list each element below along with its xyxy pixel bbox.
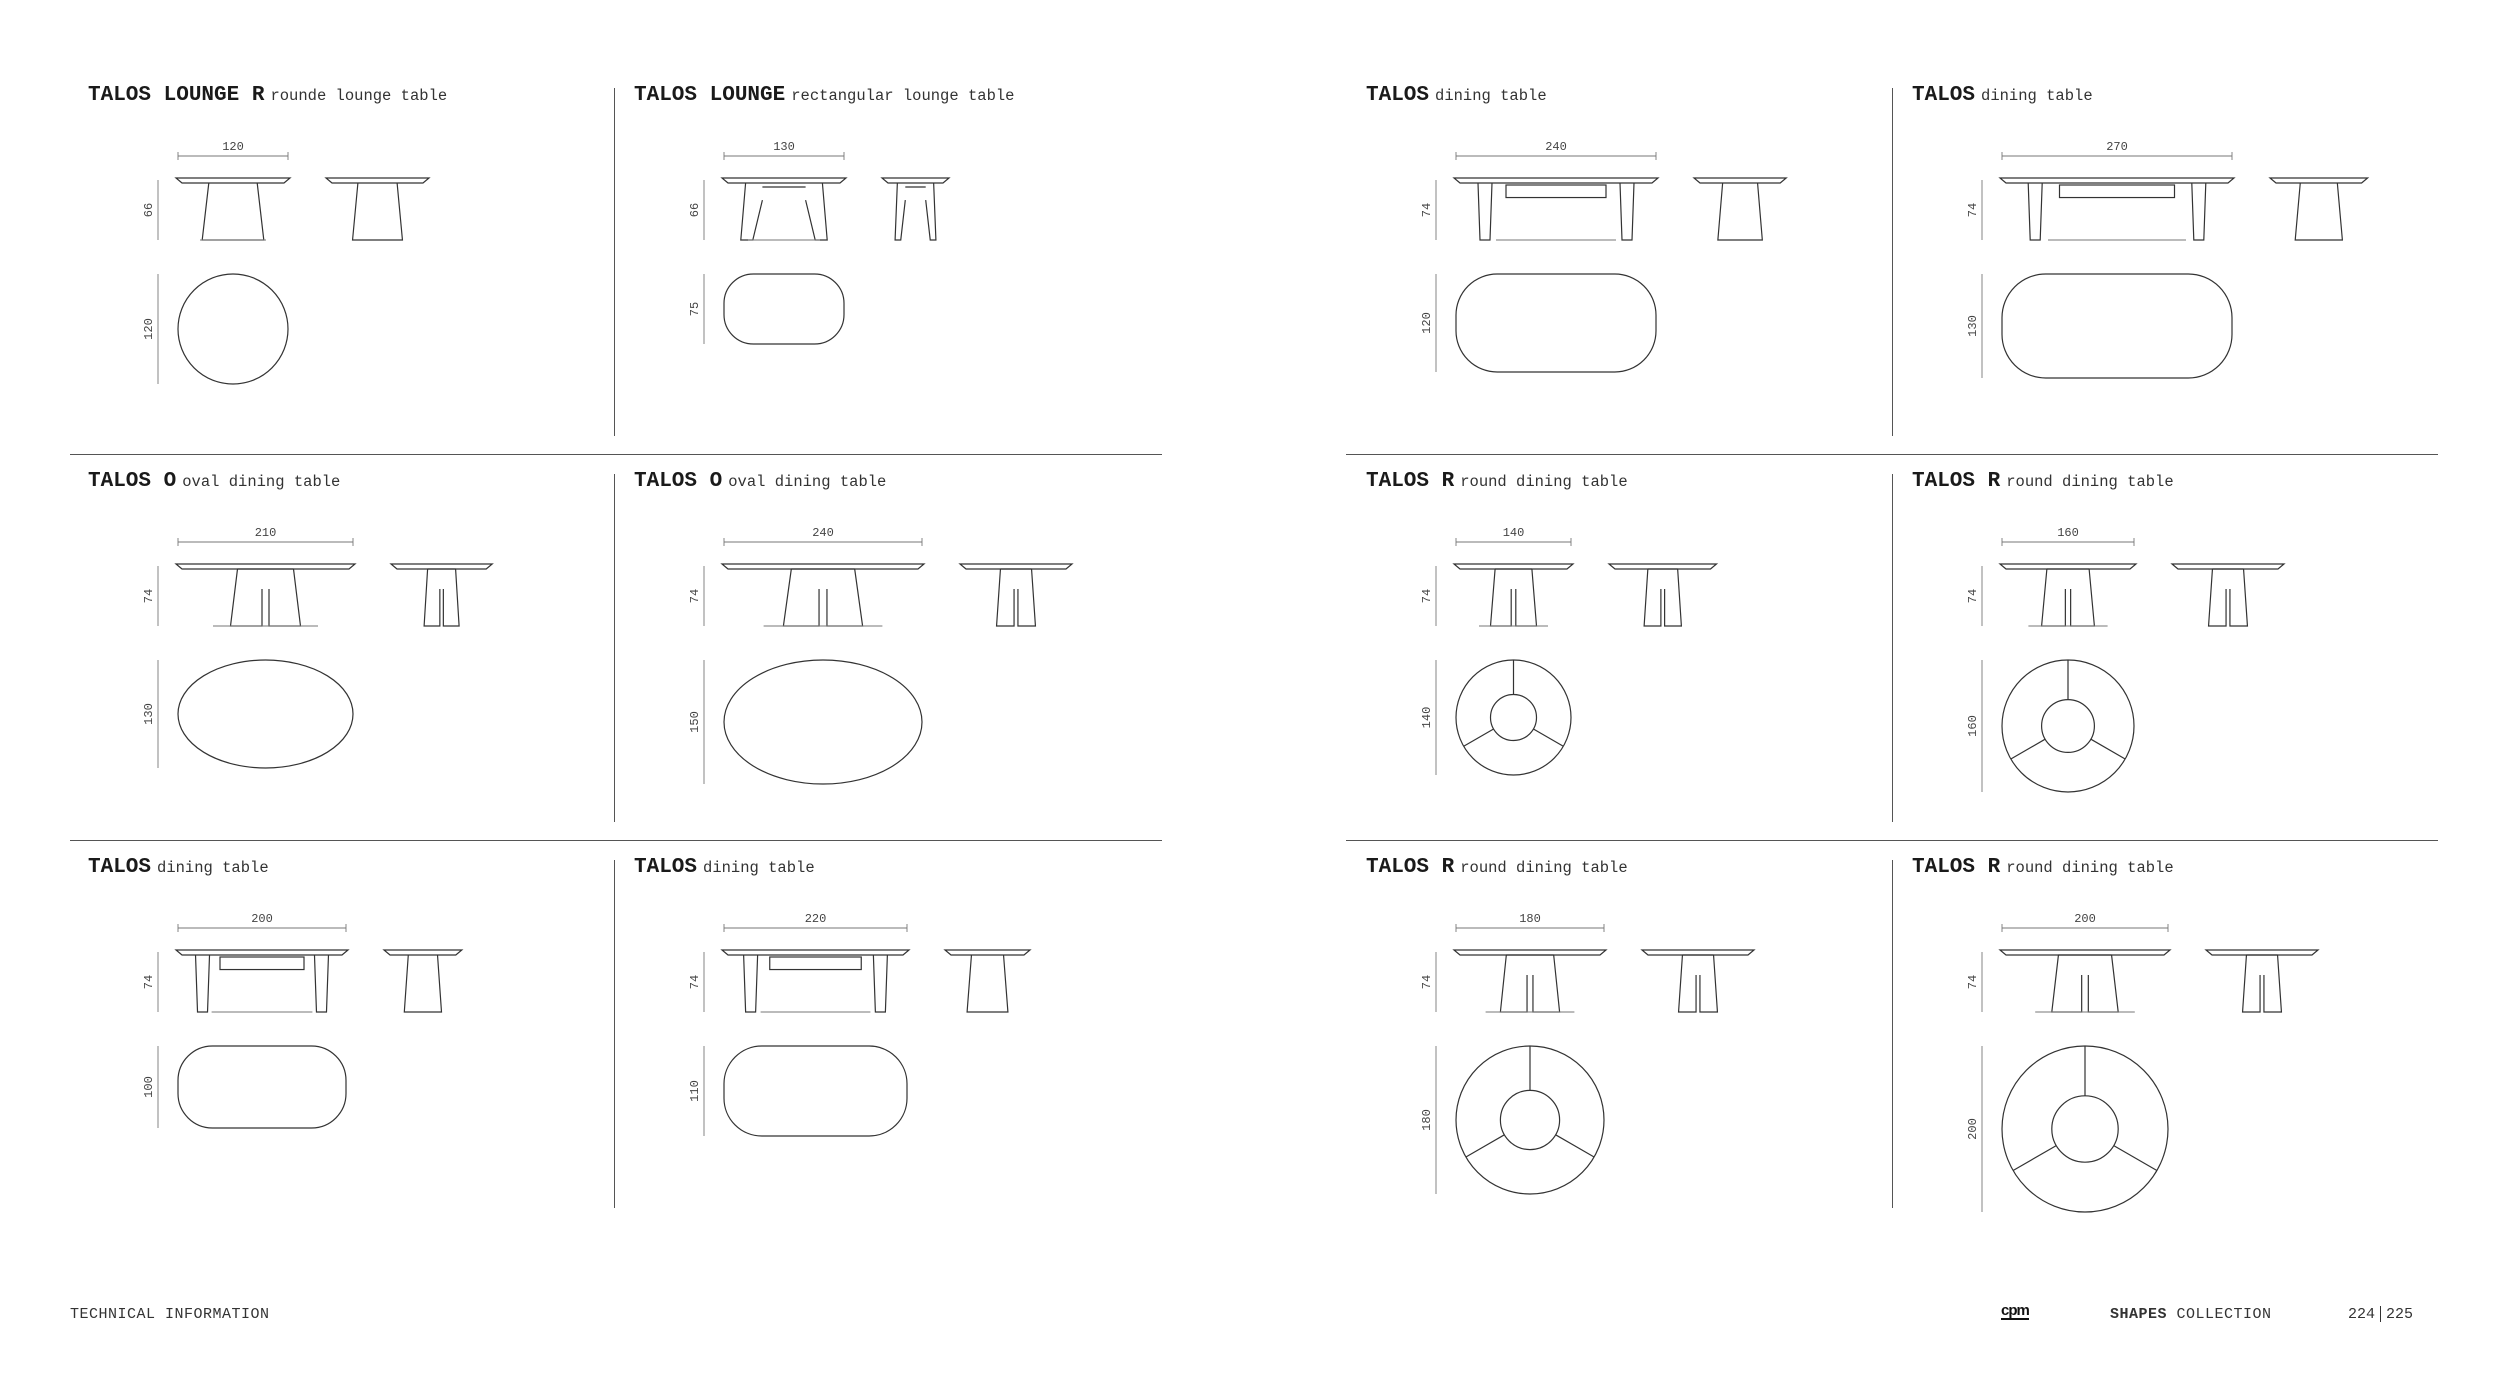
- table-apron: [220, 957, 304, 970]
- technical-drawing: [1912, 124, 2452, 464]
- height-dimension-label: 74: [688, 588, 702, 604]
- product-name: TALOS: [1366, 84, 1430, 107]
- width-dimension-label: 240: [1545, 140, 1567, 154]
- depth-dimension-label: 120: [1420, 312, 1434, 334]
- table-leg: [926, 183, 936, 240]
- table-leg: [873, 955, 887, 1012]
- table-top-side: [391, 564, 492, 569]
- table-top-side: [960, 564, 1072, 569]
- table-top-front: [2000, 950, 2170, 955]
- product-cell-5: [88, 470, 628, 850]
- page-separator: [2380, 1306, 2381, 1322]
- table-leg: [744, 955, 758, 1012]
- product-heading: [1366, 470, 1628, 493]
- table-top-plan: [178, 274, 288, 384]
- depth-dimension-label: 75: [688, 301, 702, 317]
- width-dimension-label: 270: [2106, 140, 2128, 154]
- table-top-front: [176, 178, 290, 183]
- column-divider: [1892, 474, 1893, 822]
- pedestal-outline: [1500, 1090, 1559, 1149]
- product-heading: [88, 84, 447, 107]
- height-dimension-label: 74: [1966, 588, 1980, 604]
- pedestal-outline: [1491, 695, 1537, 741]
- product-name: TALOS O: [634, 470, 723, 493]
- depth-dimension-label: 160: [1966, 715, 1980, 737]
- table-leg: [2192, 183, 2206, 240]
- table-base: [1491, 569, 1512, 626]
- table-top-front: [176, 564, 355, 569]
- column-divider: [614, 860, 615, 1208]
- table-leg: [1478, 183, 1492, 240]
- table-base: [202, 183, 264, 240]
- width-dimension-label: 240: [812, 526, 834, 540]
- width-dimension-label: 160: [2057, 526, 2079, 540]
- product-name: TALOS: [88, 856, 152, 879]
- product-description: oval dining table: [728, 473, 887, 491]
- table-base: [783, 569, 819, 626]
- table-top-side: [2172, 564, 2284, 569]
- table-base: [2088, 955, 2118, 1012]
- table-top-front: [1454, 950, 1606, 955]
- table-apron: [2060, 185, 2175, 198]
- table-top-front: [722, 564, 924, 569]
- table-leg: [314, 955, 328, 1012]
- product-name: TALOS R: [1366, 856, 1455, 879]
- table-base: [1665, 569, 1682, 626]
- table-top-front: [176, 950, 348, 955]
- table-top-plan: [178, 1046, 346, 1128]
- product-name: TALOS: [634, 856, 698, 879]
- width-dimension-label: 220: [804, 912, 827, 926]
- table-base: [1500, 955, 1527, 1012]
- height-dimension-label: 74: [688, 974, 702, 990]
- product-name: TALOS: [1912, 84, 1976, 107]
- depth-dimension-label: 130: [142, 703, 156, 725]
- row-divider: [70, 454, 1162, 455]
- table-base: [269, 569, 301, 626]
- height-dimension-label: 74: [142, 588, 156, 604]
- product-cell-9: [88, 856, 628, 1236]
- depth-dimension-label: 140: [1420, 706, 1434, 729]
- product-name: TALOS R: [1912, 856, 2001, 879]
- column-divider: [1892, 860, 1893, 1208]
- width-dimension-label: 130: [773, 140, 795, 154]
- height-dimension-label: 74: [1420, 202, 1434, 218]
- product-cell-4: [1912, 84, 2452, 464]
- product-description: round dining table: [1460, 859, 1628, 877]
- table-base: [1533, 955, 1560, 1012]
- table-leg: [806, 183, 828, 240]
- table-base: [2243, 955, 2260, 1012]
- row-divider: [1346, 840, 2438, 841]
- table-top-side: [1694, 178, 1786, 183]
- product-description: round dining table: [2006, 473, 2174, 491]
- table-top-front: [1454, 564, 1573, 569]
- depth-dimension-label: 200: [1966, 1118, 1980, 1140]
- technical-drawing: [634, 124, 1174, 464]
- depth-dimension-label: 120: [142, 318, 156, 340]
- product-description: rounde lounge table: [270, 87, 448, 105]
- depth-dimension-label: 180: [1420, 1109, 1434, 1131]
- base-leg-plan: [1466, 1135, 1504, 1157]
- table-top-front: [2000, 178, 2234, 183]
- row-divider: [70, 840, 1162, 841]
- product-cell-10: [634, 856, 1174, 1236]
- column-divider: [614, 474, 615, 822]
- product-description: oval dining table: [182, 473, 341, 491]
- height-dimension-label: 66: [688, 202, 702, 218]
- table-top-side: [1642, 950, 1754, 955]
- technical-drawing: [88, 896, 628, 1236]
- product-heading: [1366, 856, 1628, 879]
- table-base: [1516, 569, 1537, 626]
- table-top-side: [945, 950, 1030, 955]
- base-leg-plan: [1533, 729, 1563, 746]
- table-top-front: [2000, 564, 2136, 569]
- height-dimension-label: 66: [142, 202, 156, 218]
- table-leg: [1620, 183, 1634, 240]
- base-leg-plan: [2091, 739, 2125, 759]
- pedestal-outline: [2042, 700, 2095, 753]
- base-leg-plan: [2011, 739, 2045, 759]
- table-base: [2052, 955, 2082, 1012]
- technical-drawing: [88, 124, 628, 464]
- collection-name: SHAPES: [2110, 1306, 2168, 1323]
- height-dimension-label: 74: [1420, 588, 1434, 604]
- product-name: TALOS O: [88, 470, 177, 493]
- product-cell-3: [1366, 84, 1906, 464]
- width-dimension-label: 180: [1519, 912, 1541, 926]
- product-cell-7: [1366, 470, 1906, 850]
- height-dimension-label: 74: [1420, 974, 1434, 990]
- height-dimension-label: 74: [1966, 974, 1980, 990]
- depth-dimension-label: 150: [688, 711, 702, 733]
- table-base: [1718, 183, 1762, 240]
- product-name: TALOS LOUNGE: [634, 84, 786, 107]
- width-dimension-label: 200: [2074, 912, 2096, 926]
- depth-dimension-label: 110: [688, 1080, 702, 1102]
- product-heading: [634, 856, 815, 879]
- table-apron: [1506, 185, 1606, 198]
- technical-drawing: [1912, 896, 2452, 1236]
- table-top-plan: [724, 274, 844, 344]
- base-leg-plan: [1464, 729, 1494, 746]
- collection-suffix: COLLECTION: [2176, 1306, 2272, 1323]
- table-top-front: [722, 178, 846, 183]
- table-base: [2295, 183, 2342, 240]
- product-heading: [88, 470, 340, 493]
- table-top-plan: [2002, 274, 2232, 378]
- table-top-front: [1454, 178, 1658, 183]
- table-top-side: [882, 178, 949, 183]
- base-leg-plan: [1556, 1135, 1594, 1157]
- table-top-side: [2206, 950, 2318, 955]
- product-description: dining table: [157, 859, 269, 877]
- table-leg: [741, 183, 763, 240]
- page-numbers: [2348, 1306, 2413, 1323]
- brand-logo: cpm: [2001, 1302, 2029, 1319]
- product-cell-11: [1366, 856, 1906, 1236]
- table-base: [1700, 955, 1717, 1012]
- table-base: [1644, 569, 1661, 626]
- product-heading: [88, 856, 269, 879]
- table-top-plan: [724, 1046, 907, 1136]
- product-heading: [634, 84, 1014, 107]
- row-divider: [1346, 454, 2438, 455]
- page-number-left: 224: [2348, 1306, 2376, 1323]
- technical-drawing: [634, 896, 1174, 1236]
- table-base: [443, 569, 459, 626]
- product-cell-6: [634, 470, 1174, 850]
- table-base: [967, 955, 1008, 1012]
- table-base: [2230, 569, 2247, 626]
- product-cell-12: [1912, 856, 2452, 1236]
- table-base: [827, 569, 863, 626]
- technical-drawing: [88, 510, 628, 850]
- product-heading: [1912, 470, 2174, 493]
- product-cell-8: [1912, 470, 2452, 850]
- page-number-right: 225: [2386, 1306, 2414, 1323]
- technical-drawing: [1366, 896, 1906, 1236]
- column-divider: [1892, 88, 1893, 436]
- table-base: [2264, 955, 2281, 1012]
- product-name: TALOS R: [1366, 470, 1455, 493]
- table-top-plan: [1456, 274, 1656, 372]
- product-description: dining table: [1435, 87, 1547, 105]
- product-cell-1: [88, 84, 628, 464]
- table-leg: [196, 955, 210, 1012]
- product-heading: [1912, 856, 2174, 879]
- width-dimension-label: 200: [251, 912, 273, 926]
- depth-dimension-label: 100: [142, 1076, 156, 1098]
- technical-drawing: [1366, 510, 1906, 850]
- column-divider: [614, 88, 615, 436]
- table-top-plan: [724, 660, 922, 784]
- product-description: rectangular lounge table: [791, 87, 1015, 105]
- table-base: [2209, 569, 2226, 626]
- base-leg-plan: [2114, 1146, 2157, 1171]
- height-dimension-label: 74: [1966, 202, 1980, 218]
- product-name: TALOS LOUNGE R: [88, 84, 265, 107]
- product-name: TALOS R: [1912, 470, 2001, 493]
- table-leg: [2028, 183, 2042, 240]
- technical-drawing: [1366, 124, 1906, 464]
- table-base: [1679, 955, 1696, 1012]
- product-heading: [634, 470, 886, 493]
- table-base: [1018, 569, 1035, 626]
- pedestal-outline: [2052, 1096, 2118, 1162]
- width-dimension-label: 140: [1502, 526, 1525, 540]
- product-description: round dining table: [1460, 473, 1628, 491]
- collection-label: [2110, 1306, 2272, 1323]
- table-base: [997, 569, 1014, 626]
- product-cell-2: [634, 84, 1174, 464]
- table-top-front: [722, 950, 909, 955]
- table-leg: [895, 183, 905, 240]
- technical-drawing: [634, 510, 1174, 850]
- table-base: [424, 569, 440, 626]
- product-heading: [1366, 84, 1547, 107]
- depth-dimension-label: 130: [1966, 315, 1980, 337]
- table-top-side: [1609, 564, 1717, 569]
- table-base: [231, 569, 263, 626]
- table-apron: [770, 957, 862, 970]
- table-base: [353, 183, 403, 240]
- table-top-side: [326, 178, 429, 183]
- height-dimension-label: 74: [142, 974, 156, 990]
- table-top-side: [384, 950, 462, 955]
- product-heading: [1912, 84, 2093, 107]
- base-leg-plan: [2013, 1146, 2056, 1171]
- product-description: dining table: [1981, 87, 2093, 105]
- technical-drawing: [1912, 510, 2452, 850]
- table-top-side: [2270, 178, 2368, 183]
- table-base: [2071, 569, 2095, 626]
- product-description: dining table: [703, 859, 815, 877]
- footer-section-label: TECHNICAL INFORMATION: [70, 1306, 270, 1323]
- width-dimension-label: 120: [222, 140, 244, 154]
- table-base: [404, 955, 441, 1012]
- table-base: [2042, 569, 2066, 626]
- width-dimension-label: 210: [254, 526, 277, 540]
- product-description: round dining table: [2006, 859, 2174, 877]
- table-top-plan: [178, 660, 353, 768]
